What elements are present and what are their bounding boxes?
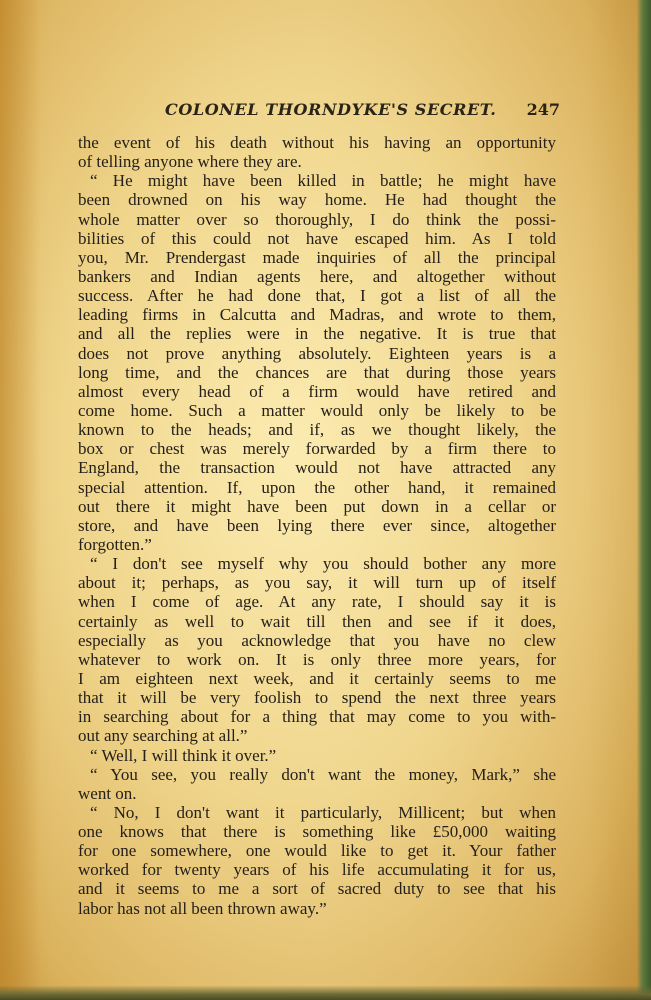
text-line: “ Well, I will think it over.” xyxy=(90,745,277,765)
running-title: COLONEL THORNDYKE'S SECRET. xyxy=(165,100,497,119)
text-line: success. After he had done that, I got a list of all the xyxy=(78,286,556,306)
text-line: “ No, I don't want it particularly, Millicent; but when xyxy=(90,802,556,822)
text-line: whole matter over so thoroughly, I do think the possi- xyxy=(78,209,556,229)
text-line: that it will be very foolish to spend the next three years xyxy=(78,688,556,708)
book-cover-edge-right xyxy=(637,0,651,1000)
body-text xyxy=(78,133,556,918)
text-line: “ I don't see myself why you should bother any more xyxy=(90,554,556,574)
text-line: when I come of age. At any rate, I should say it is xyxy=(78,592,556,612)
text-line: bilities of this could not have escaped him. As I told xyxy=(78,228,556,248)
text-line: England, the transaction would not have attracted any xyxy=(78,458,556,478)
text-line: whatever to work on. It is only three more years, for xyxy=(78,649,556,669)
text-line: out any searching at all.” xyxy=(78,726,248,746)
page-number: 247 xyxy=(526,100,560,119)
text-line: you, Mr. Prendergast made inquiries of all the principal xyxy=(78,247,556,267)
text-line: went on. xyxy=(78,783,137,803)
text-line: and it seems to me a sort of sacred duty to see that his xyxy=(78,879,556,899)
page-header xyxy=(165,100,560,124)
text-line: I am eighteen next week, and it certainly seems to me xyxy=(78,668,556,688)
text-line: especially as you acknowledge that you have no clew xyxy=(78,630,556,650)
page-stain xyxy=(0,0,40,1000)
text-line: of telling anyone where they are. xyxy=(78,152,302,172)
text-line: labor has not all been thrown away.” xyxy=(78,898,327,918)
text-line: been drowned on his way home. He had thought the xyxy=(78,190,556,210)
text-line: box or chest was merely forwarded by a firm there to xyxy=(78,439,556,459)
text-line: the event of his death without his having an opportunity xyxy=(78,133,556,152)
text-line: store, and have been lying there ever since, altogether xyxy=(78,515,556,535)
text-line: worked for twenty years of his life accumulating it for us, xyxy=(78,860,556,880)
text-line: forgotten.” xyxy=(78,534,152,554)
text-line: leading firms in Calcutta and Madras, and wrote to them, xyxy=(78,305,556,325)
text-line: and all the replies were in the negative. It is true that xyxy=(78,324,556,344)
text-line: does not prove anything absolutely. Eighteen years is a xyxy=(78,343,556,363)
text-line: about it; perhaps, as you say, it will turn up of itself xyxy=(78,573,556,593)
text-line: certainly as well to wait till then and see if it does, xyxy=(78,611,556,631)
text-line: bankers and Indian agents here, and altogether without xyxy=(78,266,556,286)
text-line: almost every head of a firm would have retired and xyxy=(78,381,556,401)
text-line: special attention. If, upon the other hand, it remained xyxy=(78,477,556,497)
text-line: “ He might have been killed in battle; he might have xyxy=(90,171,556,191)
text-line: in searching about for a thing that may come to you with- xyxy=(78,707,556,727)
text-line: come home. Such a matter would only be likely to be xyxy=(78,400,556,420)
text-line: “ You see, you really don't want the money, Mark,” she xyxy=(90,764,556,784)
text-line: long time, and the chances are that during those years xyxy=(78,362,556,382)
text-line: one knows that there is something like £50,000 waiting xyxy=(78,822,556,842)
text-line: known to the heads; and if, as we thought likely, the xyxy=(78,420,556,440)
text-line: out there it might have been put down in a cellar or xyxy=(78,496,556,516)
book-cover-edge-bottom xyxy=(0,986,651,1000)
text-line: for one somewhere, one would like to get it. Your father xyxy=(78,841,556,861)
